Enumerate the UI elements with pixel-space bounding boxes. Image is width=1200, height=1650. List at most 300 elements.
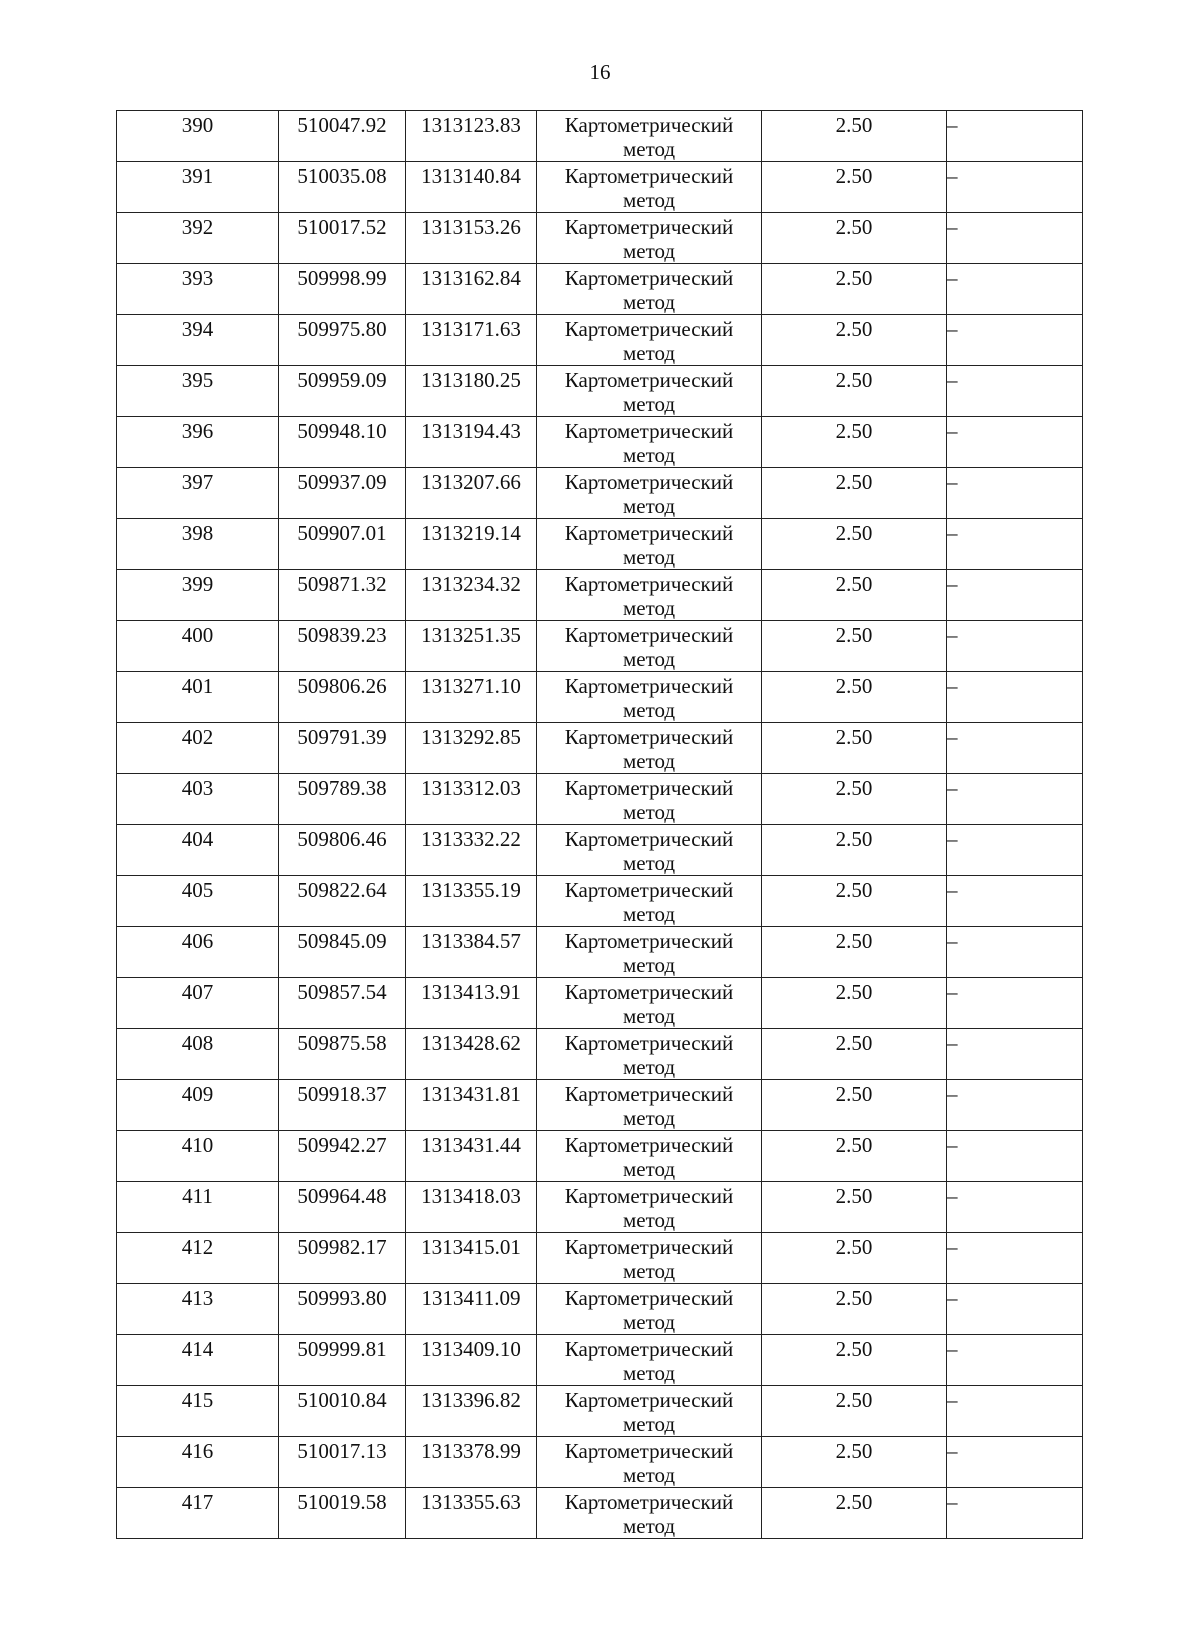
accuracy-cell-text: 2.50 [835,1031,873,1055]
description-cell-text: – [947,1235,958,1259]
accuracy-cell [762,723,947,774]
x-coordinate-cell-text: 510017.13 [297,1439,387,1463]
x-coordinate-cell [279,417,406,468]
table-row [117,1386,1083,1437]
x-coordinate-cell [279,621,406,672]
method-cell-text: Картометрический метод [564,521,734,569]
x-coordinate-cell-text: 509871.32 [297,572,387,596]
point-number-cell [117,570,279,621]
accuracy-cell [762,264,947,315]
description-cell [947,264,1083,315]
y-coordinate-cell [406,213,537,264]
y-coordinate-cell-text: 1313355.63 [421,1490,521,1514]
accuracy-cell [762,927,947,978]
accuracy-cell [762,774,947,825]
accuracy-cell-text: 2.50 [835,725,873,749]
point-number-cell-text: 395 [181,368,214,392]
x-coordinate-cell [279,774,406,825]
method-cell [537,315,762,366]
accuracy-cell [762,1437,947,1488]
point-number-cell [117,927,279,978]
x-coordinate-cell-text: 509993.80 [297,1286,387,1310]
method-cell [537,417,762,468]
method-cell-text: Картометрический метод [564,1490,734,1538]
x-coordinate-cell [279,264,406,315]
accuracy-cell-text: 2.50 [835,1337,873,1361]
accuracy-cell-text: 2.50 [835,113,873,137]
x-coordinate-cell-text: 510019.58 [297,1490,387,1514]
table-row [117,468,1083,519]
y-coordinate-cell [406,1335,537,1386]
table-row [117,213,1083,264]
point-number-cell [117,213,279,264]
method-cell-text: Картометрический метод [564,980,734,1028]
method-cell-text: Картометрический метод [564,623,734,671]
description-cell-text: – [947,776,958,800]
accuracy-cell-text: 2.50 [835,266,873,290]
table-row [117,774,1083,825]
description-cell [947,1335,1083,1386]
y-coordinate-cell-text: 1313123.83 [421,113,521,137]
accuracy-cell [762,876,947,927]
method-cell [537,213,762,264]
table-row [117,417,1083,468]
x-coordinate-cell [279,213,406,264]
description-cell [947,213,1083,264]
description-cell-text: – [947,980,958,1004]
x-coordinate-cell-text: 510035.08 [297,164,387,188]
point-number-cell [117,672,279,723]
point-number-cell-text: 403 [181,776,214,800]
accuracy-cell [762,213,947,264]
table-row [117,978,1083,1029]
method-cell [537,621,762,672]
x-coordinate-cell-text: 509845.09 [297,929,387,953]
description-cell-text: – [947,1184,958,1208]
x-coordinate-cell-text: 509975.80 [297,317,387,341]
method-cell-text: Картометрический метод [564,827,734,875]
method-cell [537,1233,762,1284]
method-cell [537,876,762,927]
x-coordinate-cell-text: 509875.58 [297,1031,387,1055]
accuracy-cell [762,162,947,213]
method-cell [537,468,762,519]
accuracy-cell-text: 2.50 [835,1133,873,1157]
point-number-cell [117,1386,279,1437]
point-number-cell [117,1488,279,1539]
point-number-cell [117,978,279,1029]
table-row [117,672,1083,723]
method-cell [537,825,762,876]
method-cell [537,162,762,213]
method-cell [537,1284,762,1335]
x-coordinate-cell-text: 509999.81 [297,1337,387,1361]
accuracy-cell-text: 2.50 [835,1490,873,1514]
method-cell [537,1182,762,1233]
x-coordinate-cell [279,1233,406,1284]
y-coordinate-cell-text: 1313411.09 [421,1286,521,1310]
point-number-cell-text: 413 [181,1286,214,1310]
point-number-cell-text: 392 [181,215,214,239]
point-number-cell [117,723,279,774]
x-coordinate-cell [279,570,406,621]
point-number-cell-text: 417 [181,1490,214,1514]
x-coordinate-cell [279,519,406,570]
accuracy-cell-text: 2.50 [835,776,873,800]
description-cell-text: – [947,1439,958,1463]
y-coordinate-cell-text: 1313292.85 [421,725,521,749]
y-coordinate-cell-text: 1313415.01 [421,1235,521,1259]
x-coordinate-cell [279,1335,406,1386]
description-cell [947,315,1083,366]
x-coordinate-cell-text: 510047.92 [297,113,387,137]
description-cell [947,417,1083,468]
y-coordinate-cell [406,315,537,366]
method-cell [537,723,762,774]
description-cell-text: – [947,1337,958,1361]
point-number-cell-text: 391 [181,164,214,188]
method-cell-text: Картометрический метод [564,1286,734,1334]
accuracy-cell [762,417,947,468]
point-number-cell-text: 404 [181,827,214,851]
page-number: 16 [589,60,611,84]
point-number-cell-text: 394 [181,317,214,341]
method-cell [537,264,762,315]
point-number-cell-text: 412 [181,1235,214,1259]
method-cell [537,1335,762,1386]
accuracy-cell-text: 2.50 [835,419,873,443]
point-number-cell [117,111,279,162]
method-cell-text: Картометрический метод [564,1133,734,1181]
x-coordinate-cell [279,876,406,927]
point-number-cell-text: 411 [182,1184,213,1208]
x-coordinate-cell-text: 509959.09 [297,368,387,392]
y-coordinate-cell-text: 1313140.84 [421,164,521,188]
description-cell [947,111,1083,162]
table-row [117,1131,1083,1182]
description-cell-text: – [947,1082,958,1106]
method-cell-text: Картометрический метод [564,419,734,467]
accuracy-cell-text: 2.50 [835,878,873,902]
accuracy-cell [762,1182,947,1233]
method-cell [537,1488,762,1539]
table-row [117,621,1083,672]
description-cell [947,519,1083,570]
method-cell-text: Картометрический метод [564,1031,734,1079]
description-cell [947,468,1083,519]
table-row [117,825,1083,876]
point-number-cell-text: 393 [181,266,214,290]
description-cell-text: – [947,368,958,392]
method-cell [537,1386,762,1437]
method-cell [537,519,762,570]
accuracy-cell-text: 2.50 [835,1439,873,1463]
point-number-cell [117,468,279,519]
point-number-cell-text: 409 [181,1082,214,1106]
x-coordinate-cell [279,927,406,978]
table-row [117,1182,1083,1233]
description-cell-text: – [947,1490,958,1514]
table-row [117,1029,1083,1080]
method-cell [537,1029,762,1080]
accuracy-cell [762,1488,947,1539]
y-coordinate-cell-text: 1313207.66 [421,470,521,494]
y-coordinate-cell-text: 1313428.62 [421,1031,521,1055]
table-row [117,315,1083,366]
point-number-cell-text: 415 [181,1388,214,1412]
description-cell-text: – [947,725,958,749]
point-number-cell-text: 410 [181,1133,214,1157]
accuracy-cell [762,468,947,519]
point-number-cell-text: 408 [181,1031,214,1055]
accuracy-cell-text: 2.50 [835,1388,873,1412]
description-cell [947,672,1083,723]
accuracy-cell-text: 2.50 [835,215,873,239]
y-coordinate-cell [406,1284,537,1335]
y-coordinate-cell [406,672,537,723]
description-cell-text: – [947,419,958,443]
y-coordinate-cell [406,876,537,927]
y-coordinate-cell [406,1182,537,1233]
accuracy-cell-text: 2.50 [835,572,873,596]
y-coordinate-cell-text: 1313396.82 [421,1388,521,1412]
x-coordinate-cell [279,366,406,417]
method-cell-text: Картометрический метод [564,572,734,620]
description-cell-text: – [947,878,958,902]
method-cell-text: Картометрический метод [564,1184,734,1232]
description-cell-text: – [947,827,958,851]
description-cell-text: – [947,1133,958,1157]
x-coordinate-cell [279,723,406,774]
accuracy-cell [762,825,947,876]
x-coordinate-cell-text: 509948.10 [297,419,387,443]
table-row [117,1437,1083,1488]
description-cell-text: – [947,164,958,188]
accuracy-cell-text: 2.50 [835,317,873,341]
y-coordinate-cell-text: 1313378.99 [421,1439,521,1463]
point-number-cell [117,1335,279,1386]
y-coordinate-cell-text: 1313332.22 [421,827,521,851]
description-cell [947,1029,1083,1080]
table-row [117,876,1083,927]
y-coordinate-cell [406,1233,537,1284]
x-coordinate-cell [279,1029,406,1080]
x-coordinate-cell [279,825,406,876]
description-cell [947,1386,1083,1437]
x-coordinate-cell-text: 509857.54 [297,980,387,1004]
method-cell-text: Картометрический метод [564,113,734,161]
method-cell [537,366,762,417]
accuracy-cell-text: 2.50 [835,980,873,1004]
x-coordinate-cell [279,315,406,366]
accuracy-cell-text: 2.50 [835,623,873,647]
x-coordinate-cell-text: 509822.64 [297,878,387,902]
description-cell [947,570,1083,621]
description-cell [947,1233,1083,1284]
accuracy-cell [762,1080,947,1131]
table-row [117,1233,1083,1284]
x-coordinate-cell-text: 509789.38 [297,776,387,800]
y-coordinate-cell-text: 1313431.44 [421,1133,521,1157]
table-row [117,570,1083,621]
table-row [117,111,1083,162]
point-number-cell [117,774,279,825]
method-cell [537,111,762,162]
coordinates-table [116,110,1083,1539]
point-number-cell [117,1029,279,1080]
point-number-cell [117,1182,279,1233]
point-number-cell [117,366,279,417]
description-cell-text: – [947,317,958,341]
description-cell [947,1182,1083,1233]
description-cell [947,621,1083,672]
point-number-cell-text: 416 [181,1439,214,1463]
x-coordinate-cell [279,1131,406,1182]
point-number-cell-text: 401 [181,674,214,698]
point-number-cell-text: 402 [181,725,214,749]
method-cell-text: Картометрический метод [564,1337,734,1385]
y-coordinate-cell-text: 1313194.43 [421,419,521,443]
x-coordinate-cell-text: 509942.27 [297,1133,387,1157]
description-cell-text: – [947,113,958,137]
accuracy-cell [762,1233,947,1284]
y-coordinate-cell [406,825,537,876]
table-row [117,162,1083,213]
accuracy-cell [762,1029,947,1080]
method-cell-text: Картометрический метод [564,317,734,365]
point-number-cell-text: 406 [181,929,214,953]
accuracy-cell-text: 2.50 [835,521,873,545]
y-coordinate-cell [406,264,537,315]
accuracy-cell [762,621,947,672]
coordinates-table-body [117,111,1083,1539]
y-coordinate-cell [406,468,537,519]
point-number-cell [117,519,279,570]
x-coordinate-cell-text: 510017.52 [297,215,387,239]
description-cell [947,1080,1083,1131]
accuracy-cell [762,315,947,366]
method-cell [537,978,762,1029]
description-cell-text: – [947,623,958,647]
y-coordinate-cell [406,621,537,672]
description-cell [947,1131,1083,1182]
table-row [117,366,1083,417]
description-cell [947,723,1083,774]
y-coordinate-cell [406,978,537,1029]
description-cell-text: – [947,470,958,494]
x-coordinate-cell-text: 509791.39 [297,725,387,749]
y-coordinate-cell [406,417,537,468]
point-number-cell [117,417,279,468]
description-cell [947,825,1083,876]
x-coordinate-cell [279,1488,406,1539]
description-cell-text: – [947,1388,958,1412]
accuracy-cell [762,519,947,570]
accuracy-cell-text: 2.50 [835,1286,873,1310]
x-coordinate-cell [279,1284,406,1335]
y-coordinate-cell-text: 1313162.84 [421,266,521,290]
point-number-cell-text: 398 [181,521,214,545]
y-coordinate-cell-text: 1313251.35 [421,623,521,647]
y-coordinate-cell [406,1131,537,1182]
method-cell-text: Картометрический метод [564,368,734,416]
table-row [117,1284,1083,1335]
x-coordinate-cell [279,1182,406,1233]
description-cell-text: – [947,266,958,290]
y-coordinate-cell-text: 1313171.63 [421,317,521,341]
method-cell-text: Картометрический метод [564,878,734,926]
point-number-cell-text: 407 [181,980,214,1004]
description-cell-text: – [947,1286,958,1310]
point-number-cell [117,162,279,213]
point-number-cell [117,1233,279,1284]
y-coordinate-cell [406,1080,537,1131]
x-coordinate-cell [279,162,406,213]
point-number-cell-text: 390 [181,113,214,137]
method-cell-text: Картометрический метод [564,1235,734,1283]
accuracy-cell-text: 2.50 [835,929,873,953]
y-coordinate-cell [406,1386,537,1437]
y-coordinate-cell-text: 1313384.57 [421,929,521,953]
x-coordinate-cell-text: 509806.26 [297,674,387,698]
accuracy-cell-text: 2.50 [835,470,873,494]
method-cell [537,1080,762,1131]
method-cell-text: Картометрический метод [564,470,734,518]
description-cell [947,774,1083,825]
y-coordinate-cell [406,111,537,162]
x-coordinate-cell-text: 509918.37 [297,1082,387,1106]
y-coordinate-cell [406,162,537,213]
accuracy-cell-text: 2.50 [835,164,873,188]
x-coordinate-cell [279,672,406,723]
description-cell [947,978,1083,1029]
method-cell-text: Картометрический метод [564,164,734,212]
accuracy-cell-text: 2.50 [835,368,873,392]
point-number-cell-text: 399 [181,572,214,596]
accuracy-cell [762,366,947,417]
point-number-cell [117,264,279,315]
y-coordinate-cell-text: 1313355.19 [421,878,521,902]
point-number-cell [117,1437,279,1488]
y-coordinate-cell-text: 1313312.03 [421,776,521,800]
accuracy-cell [762,1386,947,1437]
method-cell [537,1437,762,1488]
accuracy-cell-text: 2.50 [835,1184,873,1208]
x-coordinate-cell-text: 509998.99 [297,266,387,290]
method-cell-text: Картометрический метод [564,266,734,314]
point-number-cell [117,825,279,876]
method-cell-text: Картометрический метод [564,725,734,773]
accuracy-cell [762,111,947,162]
y-coordinate-cell-text: 1313180.25 [421,368,521,392]
x-coordinate-cell-text: 509806.46 [297,827,387,851]
method-cell-text: Картометрический метод [564,1388,734,1436]
x-coordinate-cell-text: 509964.48 [297,1184,387,1208]
description-cell [947,366,1083,417]
point-number-cell-text: 397 [181,470,214,494]
description-cell-text: – [947,929,958,953]
y-coordinate-cell [406,519,537,570]
y-coordinate-cell-text: 1313418.03 [421,1184,521,1208]
x-coordinate-cell [279,1080,406,1131]
x-coordinate-cell-text: 509937.09 [297,470,387,494]
description-cell [947,162,1083,213]
point-number-cell [117,315,279,366]
x-coordinate-cell [279,978,406,1029]
y-coordinate-cell-text: 1313271.10 [421,674,521,698]
point-number-cell [117,1284,279,1335]
accuracy-cell-text: 2.50 [835,674,873,698]
